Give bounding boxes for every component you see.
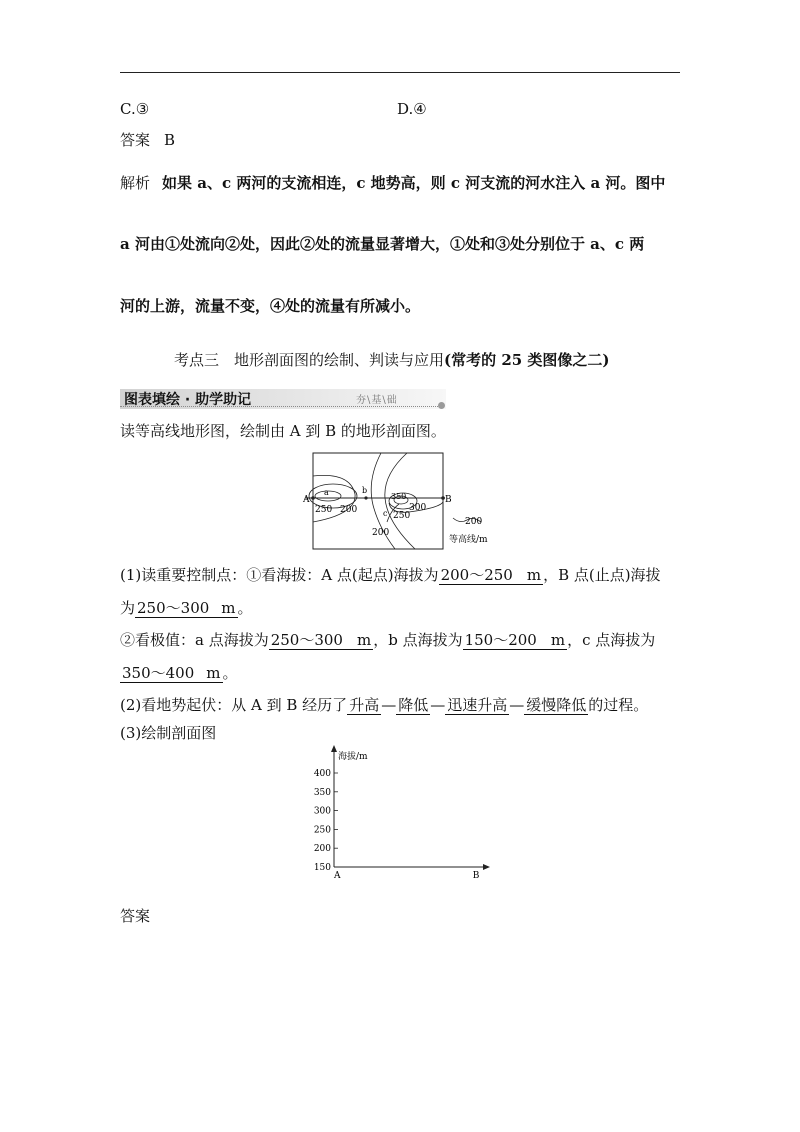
q2-line: [120, 695, 648, 715]
q2-step-1: 升高: [349, 696, 380, 714]
q1-b-unit: m: [221, 599, 236, 617]
q1-b-answer: [135, 599, 238, 618]
q1b-b-unit: m: [550, 631, 566, 649]
section-bar-end-dot: [438, 402, 445, 409]
q1b-mid2: ，c 点海拔为: [567, 631, 656, 649]
y-tick-label: 300: [313, 806, 331, 817]
analysis-label: 解析: [120, 174, 151, 192]
q1-a-value: 200～250: [440, 566, 513, 584]
section-bar-title: 图表填绘 · 助学助记: [124, 392, 252, 408]
label-a: a: [324, 488, 329, 497]
q1-line-1: [120, 565, 661, 585]
q3-label: (3)绘制剖面图: [120, 724, 217, 742]
q1-a-unit: m: [526, 566, 542, 584]
q2-step-4: 缓慢降低: [526, 696, 587, 714]
q1-line2-suffix: 。: [237, 599, 253, 617]
analysis-line-2: a 河由①处流向②处，因此②处的流量显著增大，①处和③处分别位于 a、c 两: [120, 235, 645, 253]
q1-mid: ，B 点(止点)海拔: [543, 566, 661, 584]
q1-a-answer: [439, 566, 544, 585]
contour-map: [295, 450, 510, 555]
answer-row: [120, 130, 175, 150]
q1b-a-unit: m: [356, 631, 372, 649]
analysis-line-1: [120, 173, 665, 193]
y-tick-label: 150: [313, 863, 331, 873]
answer-2-label: 答案: [120, 907, 151, 925]
q2-suffix: 的过程。: [588, 696, 649, 714]
q1b-a-value: 250～300: [270, 631, 343, 649]
q2-dash-2: —: [430, 696, 446, 714]
answer-label: 答案: [120, 131, 151, 149]
point-a-marker: [311, 496, 315, 500]
contour-a-edge: [313, 475, 358, 522]
option-c: C.③: [120, 100, 150, 118]
section-bar-stamp: 夯\基\础: [356, 395, 398, 406]
q1b-line-2: [120, 663, 238, 683]
profile-chart: [300, 745, 500, 880]
section-heading-note: (常考的 25 类图像之二): [444, 351, 610, 369]
q1b-line-1: [120, 630, 655, 650]
q1b-c-answer: [120, 664, 223, 683]
point-b-small-marker: [364, 496, 367, 499]
top-rule: [120, 72, 680, 73]
legend-caption: 等高线/m: [449, 535, 488, 545]
q1-line-2: [120, 598, 253, 618]
q2-dash-1: —: [381, 696, 397, 714]
label-contour-350: 350: [391, 492, 407, 501]
label-point-b: B: [445, 495, 452, 505]
label-contour-200-bottom: 200: [372, 528, 390, 538]
section-heading: [174, 350, 610, 370]
x-tick-label: B: [472, 871, 480, 880]
label-b: b: [362, 486, 368, 495]
q1b-mid1: ，b 点海拔为: [373, 631, 463, 649]
q1b-c-unit: m: [206, 664, 221, 682]
q1b-b-answer: [463, 631, 568, 650]
label-point-a: A: [303, 495, 310, 505]
x-axis-arrow: [483, 864, 490, 870]
analysis-line-3: 河的上游，流量不变，④处的流量有所减小。: [120, 297, 421, 315]
q1b-a-answer: [269, 631, 374, 650]
x-ticks: [333, 871, 480, 880]
label-contour-250-right: 250: [393, 511, 411, 521]
y-tick-label: 250: [313, 825, 331, 836]
q1b-suffix: 。: [222, 664, 238, 682]
label-contour-200-left: 200: [340, 505, 358, 515]
q1-prefix: (1)读重要控制点：①看海拔：A 点(起点)海拔为: [120, 566, 439, 584]
answer-value: B: [164, 131, 176, 149]
y-axis-label: 海拔/m: [338, 752, 368, 762]
q1b-b-value: 150～200: [464, 631, 537, 649]
label-contour-300: 300: [409, 503, 427, 513]
q1b-prefix: ②看极值：a 点海拔为: [120, 631, 269, 649]
q1-b-value: 250～300: [137, 599, 210, 617]
q1b-c-value: 350～400: [122, 664, 195, 682]
legend-value: 200: [465, 517, 483, 527]
y-tick-label: 400: [313, 769, 331, 779]
section-heading-main: 考点三 地形剖面图的绘制、判读与应用: [174, 351, 445, 369]
q2-prefix: (2)看地势起伏：从 A 到 B 经历了: [120, 696, 348, 714]
y-tick-label: 350: [313, 787, 331, 798]
q2-step-2: 降低: [398, 696, 429, 714]
q1-line2-prefix: 为: [120, 599, 136, 617]
section-bar: [120, 389, 446, 409]
label-contour-250-left: 250: [315, 505, 333, 515]
x-tick-label: A: [334, 871, 341, 880]
y-axis-arrow: [331, 745, 337, 752]
y-tick-label: 200: [313, 844, 331, 855]
label-c: c: [383, 509, 388, 518]
analysis-text-1: 如果 a、c 两河的支流相连，c 地势高，则 c 河支流的河水注入 a 河。图中: [162, 174, 666, 192]
q2-dash-3: —: [509, 696, 525, 714]
q2-step-3: 迅速升高: [447, 696, 508, 714]
option-d: D.④: [397, 100, 427, 118]
instruction-text: 读等高线地形图，绘制由 A 到 B 的地形剖面图。: [120, 422, 446, 440]
